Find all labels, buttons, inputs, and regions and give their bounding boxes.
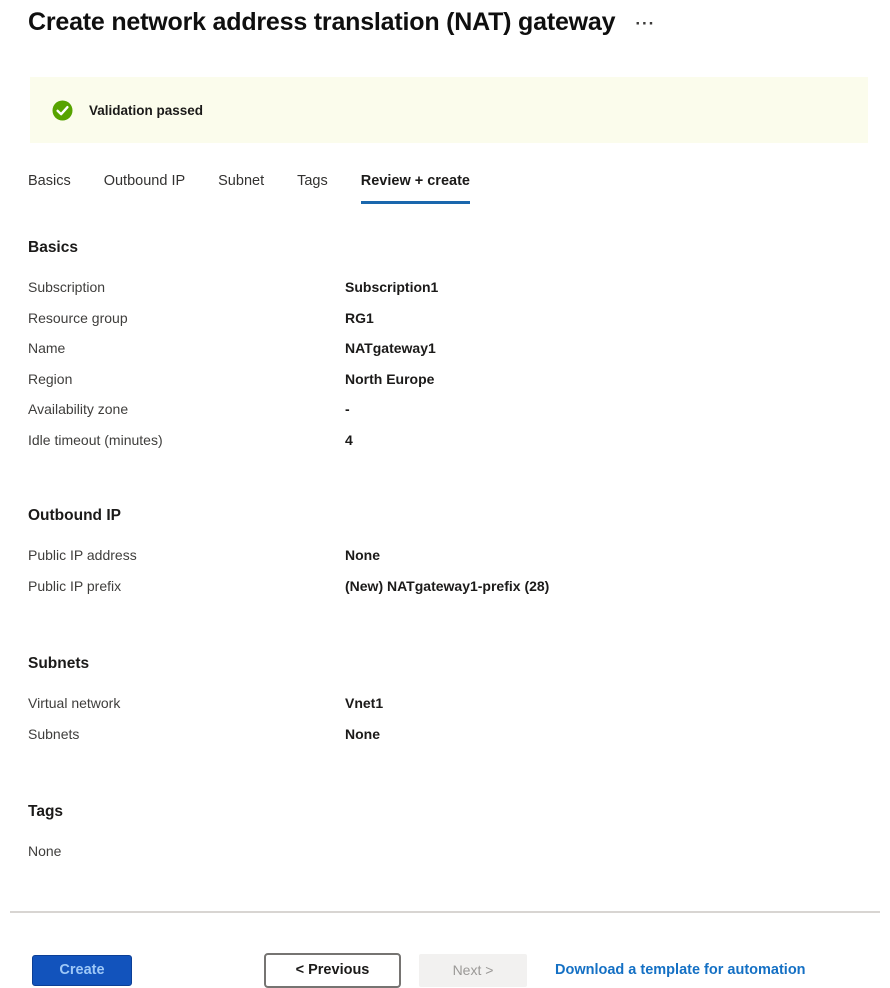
row-value: NATgateway1 xyxy=(345,340,436,356)
row-label: Name xyxy=(28,340,66,356)
row-label: Subscription xyxy=(28,279,106,295)
row-value: RG1 xyxy=(345,309,374,326)
tab-basics[interactable]: Basics xyxy=(28,173,71,189)
row-label: Region xyxy=(28,370,73,387)
row-label: Public IP prefix xyxy=(28,577,122,594)
section-outbound-ip-title: Outbound IP xyxy=(28,507,121,524)
tab-subnet[interactable]: Subnet xyxy=(218,173,265,189)
validation-banner xyxy=(30,77,868,143)
download-template-link[interactable]: Download a template for automation xyxy=(555,962,806,978)
row-public-ip-address xyxy=(28,547,868,578)
row-label: Idle timeout (minutes) xyxy=(28,431,163,448)
create-nat-gateway-page xyxy=(0,8,890,988)
row-region xyxy=(28,371,868,402)
section-subnets-title: Subnets xyxy=(28,655,90,672)
row-value: None xyxy=(345,547,380,563)
row-idle-timeout xyxy=(28,432,868,463)
row-value: - xyxy=(345,401,350,417)
section-basics xyxy=(28,239,868,462)
validation-message: Validation passed xyxy=(89,102,204,118)
success-check-icon xyxy=(52,100,73,121)
section-outbound-ip xyxy=(28,507,868,608)
row-virtual-network xyxy=(28,695,868,726)
row-tags-none xyxy=(28,843,868,874)
create-button[interactable]: Create xyxy=(32,955,132,986)
tab-outbound-ip[interactable]: Outbound IP xyxy=(103,173,186,189)
title-row xyxy=(28,8,868,37)
row-label: Availability zone xyxy=(28,401,129,417)
next-button[interactable]: Next > xyxy=(419,954,527,987)
row-value: Subscription1 xyxy=(345,279,439,295)
row-label: Public IP address xyxy=(28,547,137,563)
row-name xyxy=(28,340,868,371)
section-tags xyxy=(28,803,868,874)
row-subscription xyxy=(28,279,868,310)
row-label: Subnets xyxy=(28,725,80,742)
row-value: (New) NATgateway1-prefix (28) xyxy=(345,577,550,594)
row-label: Resource group xyxy=(28,309,128,326)
section-basics-title: Basics xyxy=(28,239,78,256)
row-value: North Europe xyxy=(345,370,435,387)
page-title: Create network address translation (NAT) gateway xyxy=(28,8,616,36)
row-subnets xyxy=(28,726,868,757)
row-label: Virtual network xyxy=(28,695,121,711)
section-outbound-ip-rows xyxy=(28,547,868,608)
section-subnets xyxy=(28,655,868,756)
row-label: None xyxy=(28,843,62,859)
section-basics-rows xyxy=(28,279,868,462)
footer-divider xyxy=(10,911,880,913)
section-tags-rows xyxy=(28,843,868,874)
tab-bar xyxy=(28,173,868,204)
row-value: None xyxy=(345,725,380,742)
row-value: Vnet1 xyxy=(345,695,384,711)
footer-bar xyxy=(28,953,868,988)
tab-tags[interactable]: Tags xyxy=(297,173,328,189)
tab-review-create[interactable]: Review + create xyxy=(361,173,470,204)
row-resource-group xyxy=(28,310,868,341)
section-tags-title: Tags xyxy=(28,803,64,820)
row-public-ip-prefix xyxy=(28,578,868,609)
previous-button[interactable]: < Previous xyxy=(264,953,401,988)
row-value: 4 xyxy=(345,431,353,448)
row-availability-zone xyxy=(28,401,868,432)
more-options-icon[interactable]: ··· xyxy=(635,14,656,33)
section-subnets-rows xyxy=(28,695,868,756)
